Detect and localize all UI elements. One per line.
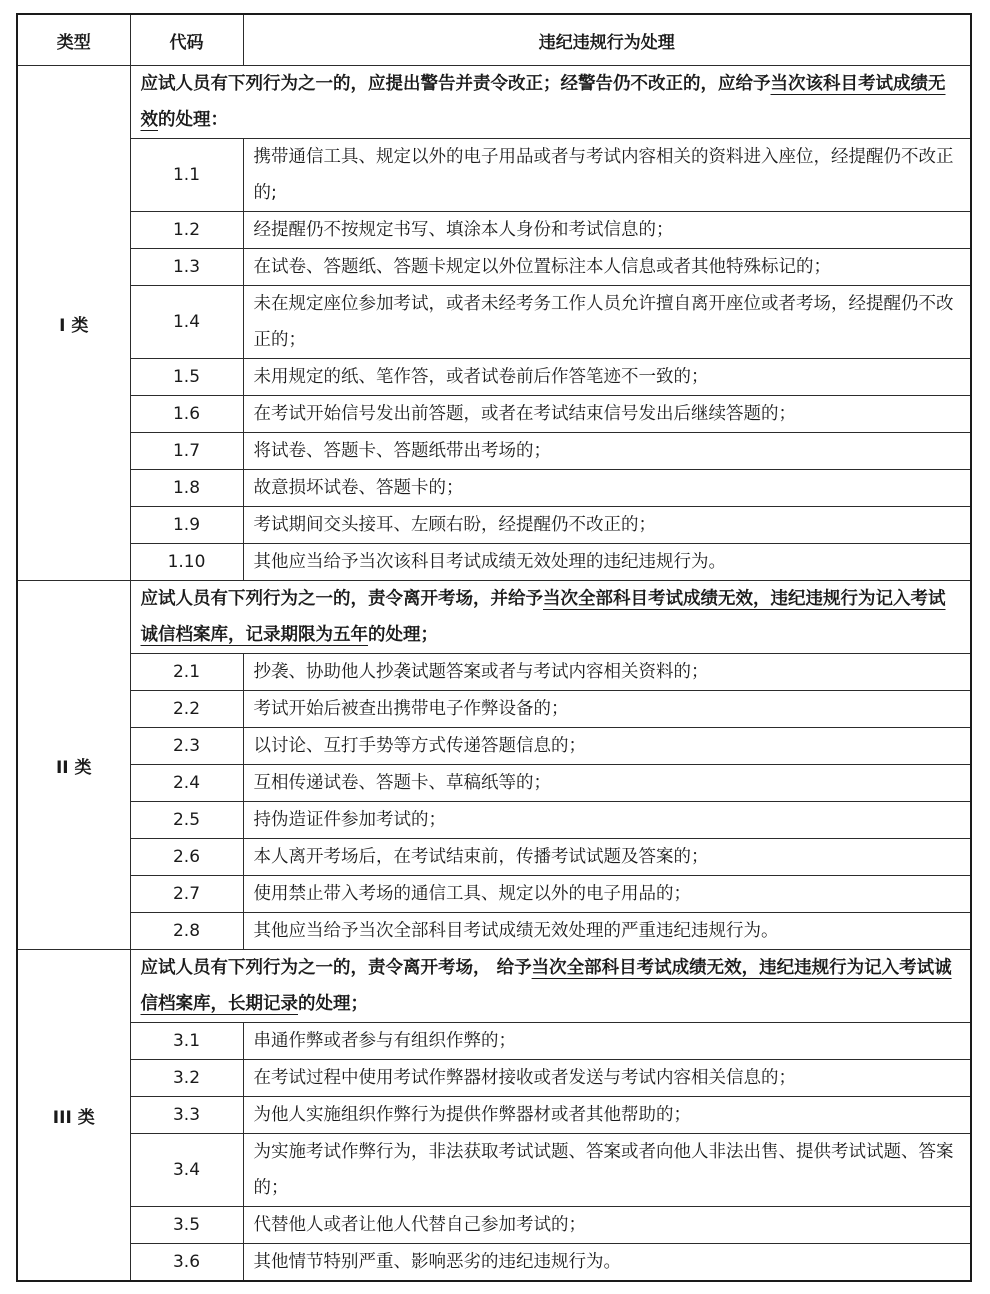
row-description: 考试开始后被查出携带电子作弊设备的； [243,691,971,728]
table-row [17,691,971,728]
row-description: 在考试开始信号发出前答题，或者在考试结束信号发出后继续答题的； [243,396,971,433]
row-code: 3.5 [130,1207,243,1244]
row-code: 1.9 [130,507,243,544]
table-row [17,212,971,249]
category-2: II 类 [17,581,130,950]
group-3-intro: 应试人员有下列行为之一的，责令离开考场， 给予当次全部科目考试成绩无效，违纪违规行为记入考试诚信档案库，长期记录的处理； [130,950,971,1023]
row-description: 将试卷、答题卡、答题纸带出考场的； [243,433,971,470]
header-row [17,14,971,66]
row-description: 其他应当给予当次全部科目考试成绩无效处理的严重违纪违规行为。 [243,913,971,950]
header-code: 代码 [130,14,243,66]
row-code: 3.3 [130,1097,243,1134]
table-row [17,286,971,359]
row-description: 互相传递试卷、答题卡、草稿纸等的； [243,765,971,802]
row-description: 为他人实施组织作弊行为提供作弊器材或者其他帮助的； [243,1097,971,1134]
row-description: 考试期间交头接耳、左顾右盼，经提醒仍不改正的； [243,507,971,544]
table-row [17,1134,971,1207]
table-row [17,839,971,876]
row-code: 1.10 [130,544,243,581]
table-row [17,1097,971,1134]
row-description: 在考试过程中使用考试作弊器材接收或者发送与考试内容相关信息的； [243,1060,971,1097]
row-code: 2.3 [130,728,243,765]
row-code: 2.8 [130,913,243,950]
category-3: III 类 [17,950,130,1282]
row-description: 串通作弊或者参与有组织作弊的； [243,1023,971,1060]
category-1: I 类 [17,66,130,581]
group-1-intro-row [17,66,971,139]
row-description: 本人离开考场后，在考试结束前，传播考试试题及答案的； [243,839,971,876]
row-code: 1.5 [130,359,243,396]
row-code: 3.1 [130,1023,243,1060]
row-description: 使用禁止带入考场的通信工具、规定以外的电子用品的； [243,876,971,913]
row-description: 为实施考试作弊行为，非法获取考试试题、答案或者向他人非法出售、提供考试试题、答案的； [243,1134,971,1207]
group-2-intro-row [17,581,971,654]
row-description: 故意损坏试卷、答题卡的； [243,470,971,507]
table-row [17,507,971,544]
row-description: 以讨论、互打手势等方式传递答题信息的； [243,728,971,765]
group-2-penalty: 当次全部科目考试成绩无效，违纪违规行为记入考试诚信档案库，记录期限为五年 [140,589,946,645]
group-1-penalty: 当次该科目考试成绩无效 [140,74,946,130]
table-row [17,1244,971,1282]
row-code: 2.4 [130,765,243,802]
row-description: 在试卷、答题纸、答题卡规定以外位置标注本人信息或者其他特殊标记的； [243,249,971,286]
row-description: 持伪造证件参加考试的； [243,802,971,839]
header-type: 类型 [17,14,130,66]
row-description: 未在规定座位参加考试，或者未经考务工作人员允许擅自离开座位或者考场，经提醒仍不改正的； [243,286,971,359]
table-row [17,913,971,950]
table-row [17,396,971,433]
row-code: 1.8 [130,470,243,507]
row-code: 1.2 [130,212,243,249]
table-row [17,765,971,802]
table-row [17,470,971,507]
table-row [17,728,971,765]
table-row [17,654,971,691]
table-row [17,433,971,470]
row-code: 3.6 [130,1244,243,1282]
row-description: 携带通信工具、规定以外的电子用品或者与考试内容相关的资料进入座位，经提醒仍不改正的; [243,139,971,212]
violation-rules-table [16,13,972,1282]
row-code: 1.6 [130,396,243,433]
row-description: 经提醒仍不按规定书写、填涂本人身份和考试信息的； [243,212,971,249]
row-code: 2.5 [130,802,243,839]
row-description: 未用规定的纸、笔作答，或者试卷前后作答笔迹不一致的； [243,359,971,396]
row-code: 1.3 [130,249,243,286]
row-description: 代替他人或者让他人代替自己参加考试的； [243,1207,971,1244]
row-code: 2.1 [130,654,243,691]
table-row [17,544,971,581]
row-code: 2.7 [130,876,243,913]
table-row [17,802,971,839]
header-description: 违纪违规行为处理 [243,14,971,66]
group-2-intro: 应试人员有下列行为之一的，责令离开考场，并给予当次全部科目考试成绩无效，违纪违规行为记入考试诚信档案库，记录期限为五年的处理； [130,581,971,654]
table-row [17,139,971,212]
table-row [17,1023,971,1060]
row-code: 1.1 [130,139,243,212]
row-code: 2.6 [130,839,243,876]
row-description: 其他情节特别严重、影响恶劣的违纪违规行为。 [243,1244,971,1282]
row-code: 1.4 [130,286,243,359]
table-row [17,1207,971,1244]
row-code: 1.7 [130,433,243,470]
table-row [17,876,971,913]
table-row [17,359,971,396]
row-code: 2.2 [130,691,243,728]
row-code: 3.2 [130,1060,243,1097]
group-3-penalty: 当次全部科目考试成绩无效，违纪违规行为记入考试诚信档案库，长期记录 [140,958,952,1014]
table-row [17,249,971,286]
row-code: 3.4 [130,1134,243,1207]
row-description: 抄袭、协助他人抄袭试题答案或者与考试内容相关资料的； [243,654,971,691]
table-row [17,1060,971,1097]
group-1-intro: 应试人员有下列行为之一的，应提出警告并责令改正；经警告仍不改正的，应给予当次该科目考试成绩无效的处理： [130,66,971,139]
group-3-intro-row [17,950,971,1023]
row-description: 其他应当给予当次该科目考试成绩无效处理的违纪违规行为。 [243,544,971,581]
